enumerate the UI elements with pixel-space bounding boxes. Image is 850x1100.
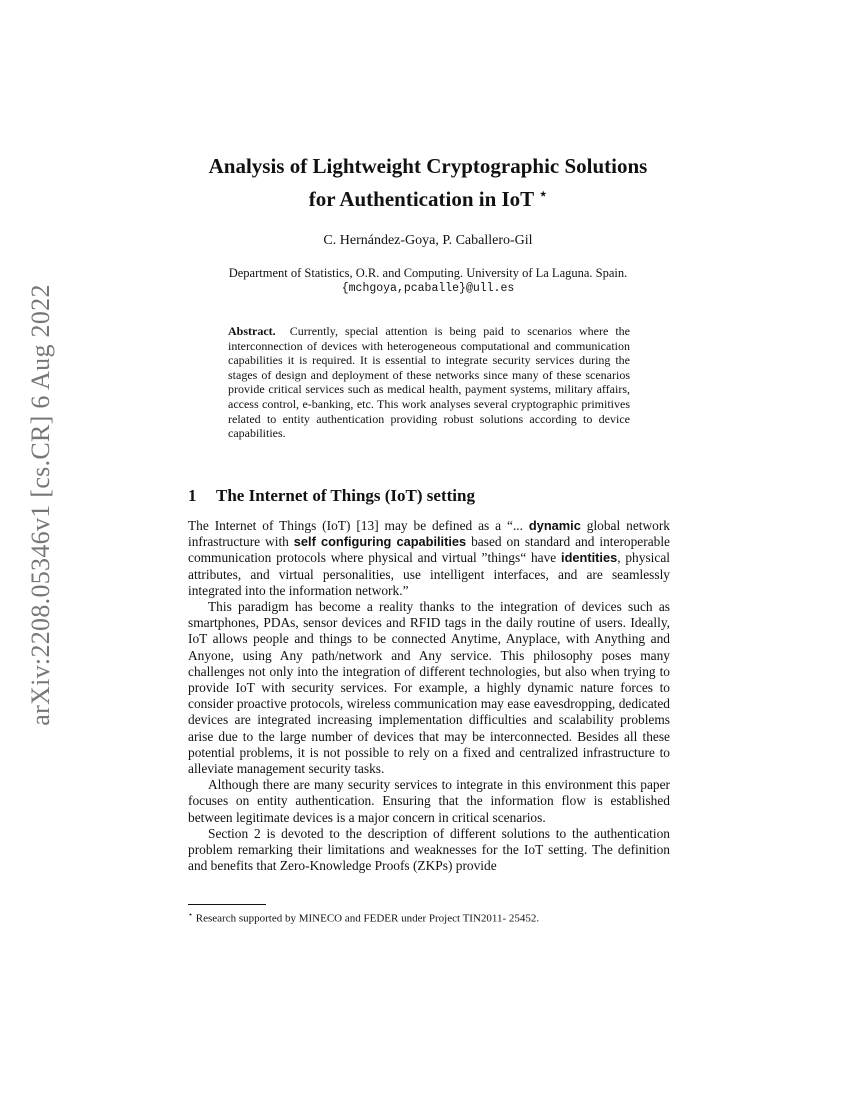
section-body [188, 518, 670, 874]
footnote [188, 908, 670, 926]
title-line-1: Analysis of Lightweight Cryptographic Solutions [208, 154, 648, 178]
footnote-text: Research supported by MINECO and FEDER under Project TIN2011- 25452. [193, 912, 540, 925]
affiliation-text: Department of Statistics, O.R. and Computing. University of La Laguna. Spain. [228, 266, 628, 280]
affiliation-block [150, 265, 706, 297]
p1-emph-self-configuring: self configuring capabilities [293, 534, 467, 550]
p1-emph-identities: identities [561, 550, 618, 566]
author-list: C. Hernández-Goya, P. Caballero-Gil [323, 233, 533, 248]
p1-text-c: global network infrastructure with [188, 518, 671, 550]
abstract-label: Abstract. [228, 324, 276, 338]
section-number: 1 [188, 486, 197, 505]
title-footnote-mark: ⋆ [539, 186, 548, 201]
author-email: {mchgoya,pcaballe}@ull.es [341, 282, 515, 295]
section-title: The Internet of Things (IoT) setting [216, 486, 475, 505]
footnote-rule [188, 904, 266, 905]
arxiv-identifier: arXiv:2208.05346v1 [cs.CR] 6 Aug 2022 [26, 284, 55, 726]
p1-text-d: based on standard and interoperable communication protocols where physical and virtual ”things“ have [188, 534, 670, 566]
paper-title [150, 153, 706, 213]
paragraph-4: Section 2 is devoted to the description of different solutions to the authentication problem remarking their limitations and weaknesses for the IoT setting. The definition and benefits that Zero-Knowledge Proofs (ZKPs) provide [188, 825, 670, 874]
p1-text-a: The Internet of Things (IoT) [13] may be defined as a “... [188, 518, 529, 533]
arxiv-sidebar-stamp [18, 265, 64, 745]
title-line-2 [150, 180, 706, 213]
title-line-2-text: for Authentication in IoT [308, 187, 534, 211]
abstract [228, 324, 630, 441]
footnote-mark: ⋆ [188, 910, 194, 919]
section-heading [188, 486, 670, 506]
p1-emph-dynamic: dynamic [528, 518, 581, 533]
paragraph-1 [188, 518, 670, 599]
p1-text-e: , physical attributes, and virtual personalities, use intelligent interfaces, and are seamlessly integrated into the information network.” [188, 550, 670, 598]
paragraph-2: This paradigm has become a reality thanks to the integration of devices such as smartphones, PDAs, sensor devices and RFID tags in the daily routine of users. Ideally, IoT allows people and things to be connected Anytime, Anyplace, with Anything and Anyone, using Any path/network and Any service. This philosophy poses many challenges not only into the integration of different technologies, but also when trying to provide IoT with security services. For example, a highly dynamic nature forces to consider proactive protocols, wireless communication may ease eavesdropping, dedicated devices are integrated increasing implementation difficulties and scalability problems arise due to the large number of devices that may be interconnected. Besides all these potential problems, it is not possible to rely on a fixed and centralized infrastructure to alleviate management security tasks. [188, 599, 670, 777]
paragraph-3: Although there are many security services to integrate in this environment this paper focuses on entity authentication. Ensuring that the information flow is established between legitimate devices is a major concern in critical scenarios. [188, 777, 670, 825]
abstract-text: Currently, special attention is being paid to scenarios where the interconnection of devices with heterogeneous computational and communication capabilities it is required. It is essential to integrate security services during the stages of design and deployment of these networks since many of these scenarios provide critical services such as medical health, payment systems, military affairs, access control, e-banking, etc. This work analyses several cryptographic primitives related to entity authentication providing robust solutions according to device capabilities. [228, 324, 631, 441]
